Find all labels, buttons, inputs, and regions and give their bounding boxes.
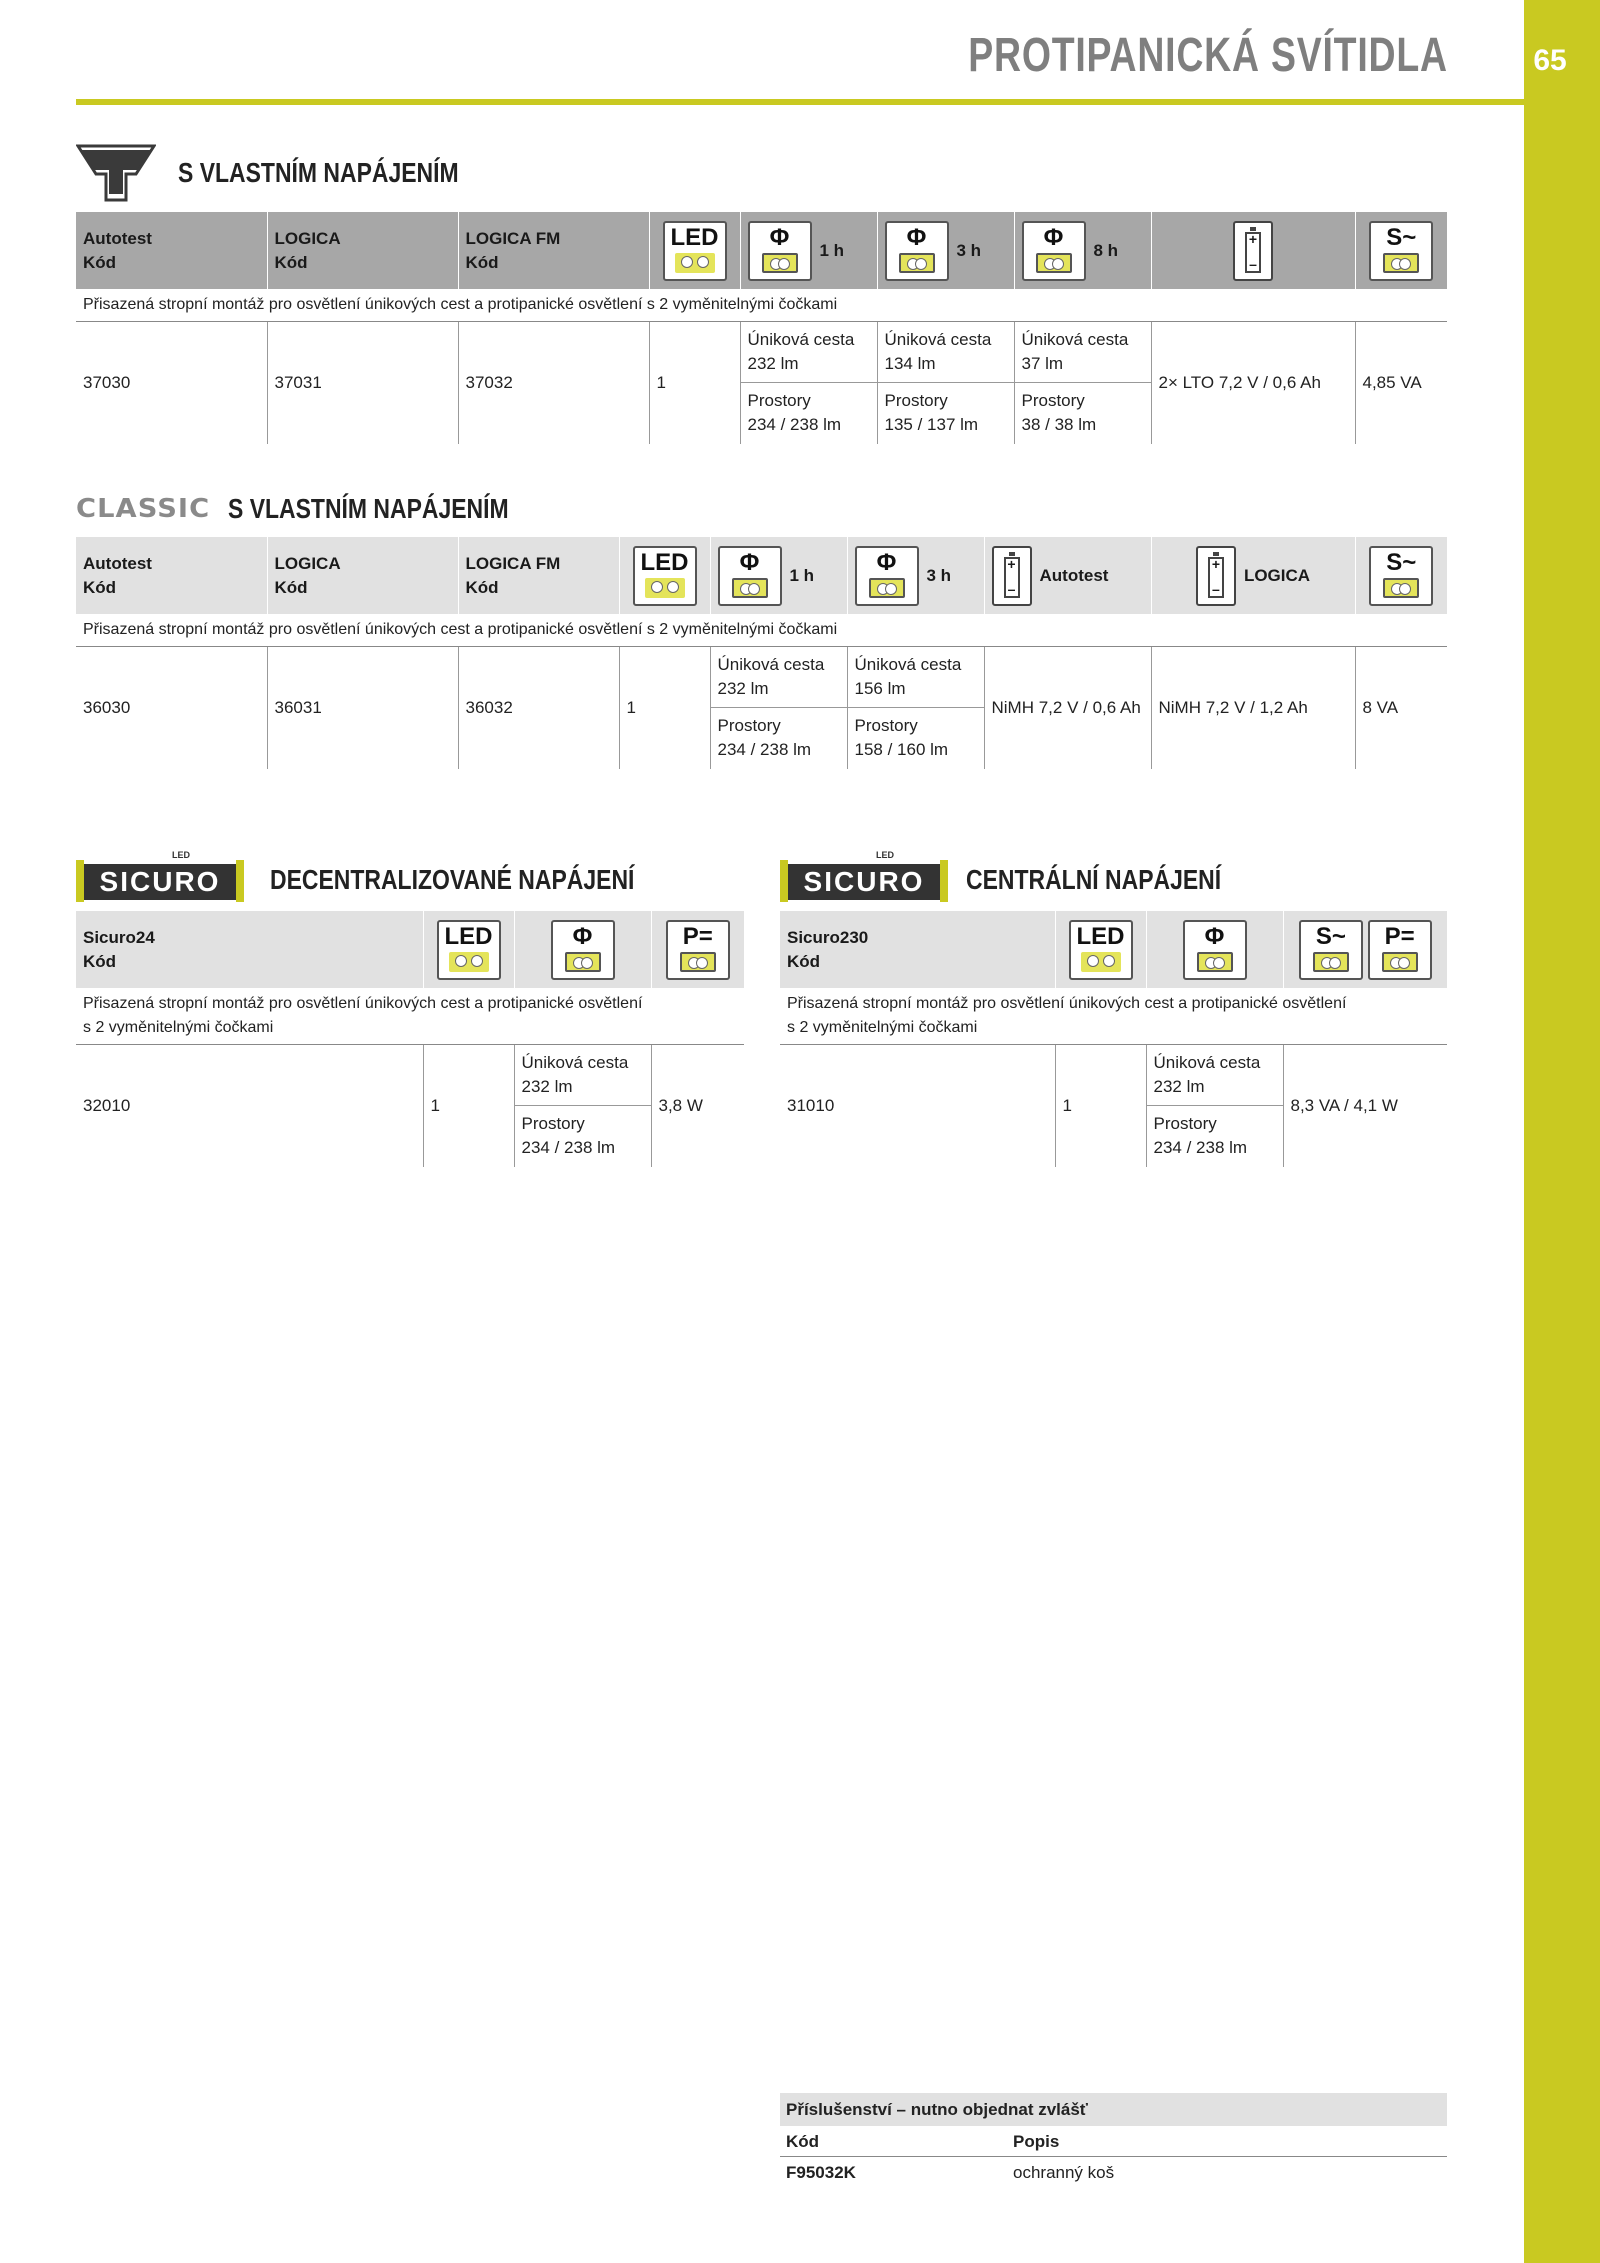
col-logica-code: LOGICA Kód: [267, 537, 458, 614]
code-sicuro24: 32010: [83, 1095, 131, 1115]
luminous-flux-icon: Φ: [885, 221, 949, 281]
code-logica-fm: 37032: [458, 322, 649, 444]
luminous-flux-icon: Φ: [748, 221, 812, 281]
flux-8h-area: Prostory 38 / 38 lm: [1014, 383, 1151, 444]
section2-table: [76, 537, 1447, 769]
luminous-flux-icon: Φ: [551, 920, 615, 980]
col-flux: [514, 911, 651, 988]
section3-description-row: [76, 988, 744, 1045]
flux-route: Úniková cesta 232 lm: [1146, 1045, 1283, 1106]
t-shape-logo-icon: [76, 144, 156, 202]
flux-area: Prostory 234 / 238 lm: [514, 1106, 651, 1167]
flux-1h-route: Úniková cesta 232 lm: [710, 647, 847, 708]
flux-1h-route: Úniková cesta 232 lm: [740, 322, 877, 383]
accessories-col-code: Kód: [786, 2132, 820, 2151]
code-sicuro230: 31010: [787, 1095, 835, 1115]
col-autotest-code: Autotest Kód: [76, 212, 267, 289]
section4-header-row: [780, 911, 1447, 988]
battery-icon: [992, 546, 1032, 606]
battery-icon: [1196, 546, 1236, 606]
power-dc-icon: P=: [666, 920, 730, 980]
section2-header-row: [76, 537, 1447, 614]
section2-description-row: [76, 614, 1447, 647]
col-battery-logica: + – LOGICA: [1151, 537, 1355, 614]
section3-header-row: [76, 911, 744, 988]
code-logica: 36031: [267, 647, 458, 769]
luminous-flux-icon: Φ: [855, 546, 919, 606]
col-logica-fm-code: LOGICA FM Kód: [458, 537, 619, 614]
section4-description: Přisazená stropní montáž pro osvětlení únikových cest a protipanické osvětlení s 2 vyměnitelnými čočkami: [780, 988, 1447, 1045]
table-row: [76, 322, 1447, 383]
section1-description: Přisazená stropní montáž pro osvětlení únikových cest a protipanické osvětlení s 2 vyměnitelnými čočkami: [76, 289, 1447, 322]
col-1h: Φ 1 h: [740, 212, 877, 289]
flux-8h-route: Úniková cesta 37 lm: [1014, 322, 1151, 383]
luminous-flux-icon: Φ: [1183, 920, 1247, 980]
accessories-header-row: [780, 2126, 1447, 2157]
page-title: PROTIPANICKÁ SVÍTIDLA: [968, 29, 1448, 82]
table-row: [780, 1045, 1447, 1106]
section4-title: CENTRÁLNÍ NAPÁJENÍ: [966, 864, 1222, 895]
flux-3h-area: Prostory 158 / 160 lm: [847, 708, 984, 769]
col-led: [1055, 911, 1146, 988]
flux-3h-route: Úniková cesta 156 lm: [847, 647, 984, 708]
section1-table: [76, 212, 1447, 444]
section3-table: [76, 911, 744, 1167]
col-power: [651, 911, 744, 988]
col-sicuro24-code: Sicuro24 Kód: [76, 911, 423, 988]
led-count: 1: [649, 322, 740, 444]
battery-icon: [1233, 221, 1273, 281]
accessories-title: Příslušenství – nutno objednat zvlášť: [780, 2093, 1447, 2126]
power-spec: 3,8 W: [651, 1045, 744, 1167]
accessory-code: F95032K: [786, 2163, 856, 2182]
power-dc-icon: P=: [1368, 920, 1432, 980]
power-spec: 4,85 VA: [1355, 322, 1447, 444]
section2-description: Přisazená stropní montáž pro osvětlení únikových cest a protipanické osvětlení s 2 vyměnitelnými čočkami: [76, 614, 1447, 647]
led-icon: LED: [437, 920, 501, 980]
battery-spec: 2× LTO 7,2 V / 0,6 Ah: [1151, 322, 1355, 444]
accessories-col-desc: Popis: [1013, 2132, 1060, 2151]
battery-logica-spec: NiMH 7,2 V / 1,2 Ah: [1151, 647, 1355, 769]
section4-heading: [780, 850, 1277, 904]
table-row: [780, 2157, 1447, 2188]
col-power: [1355, 537, 1447, 614]
led-count: 1: [423, 1045, 514, 1167]
title-rule: [76, 99, 1524, 105]
code-logica-fm: 36032: [458, 647, 619, 769]
section1-description-row: [76, 289, 1447, 322]
luminous-flux-icon: Φ: [1022, 221, 1086, 281]
classic-logo: CLASSIC: [76, 494, 211, 524]
section1-header-row: [76, 212, 1447, 289]
col-battery: [1151, 212, 1355, 289]
power-ac-icon: S~: [1369, 221, 1433, 281]
power-spec: 8,3 VA / 4,1 W: [1283, 1045, 1447, 1167]
flux-1h-area: Prostory 234 / 238 lm: [710, 708, 847, 769]
section3-description: Přisazená stropní montáž pro osvětlení únikových cest a protipanické osvětlení s 2 vyměnitelnými čočkami: [76, 988, 744, 1045]
col-autotest-code: Autotest Kód: [76, 537, 267, 614]
col-logica-code: LOGICA Kód: [267, 212, 458, 289]
luminous-flux-icon: Φ: [718, 546, 782, 606]
power-ac-icon: S~: [1299, 920, 1363, 980]
flux-1h-area: Prostory 234 / 238 lm: [740, 383, 877, 444]
accessory-desc: ochranný koš: [1013, 2163, 1115, 2182]
section4-table: [780, 911, 1447, 1167]
col-battery-autotest: + – Autotest: [984, 537, 1151, 614]
section3-heading: [76, 850, 714, 904]
section2-title: S VLASTNÍM NAPÁJENÍM: [227, 493, 509, 524]
side-color-bar: [1524, 0, 1600, 2263]
accessories-table: [780, 2093, 1447, 2188]
col-3h: Φ 3 h: [877, 212, 1014, 289]
col-power: [1283, 911, 1447, 988]
section3-title: DECENTRALIZOVANÉ NAPÁJENÍ: [270, 864, 635, 895]
section1-heading: [76, 144, 520, 202]
col-8h: Φ 8 h: [1014, 212, 1151, 289]
col-led: [649, 212, 740, 289]
col-1h: Φ 1 h: [710, 537, 847, 614]
led-count: 1: [1055, 1045, 1146, 1167]
sicuro-logo: SICURO LED: [780, 856, 960, 904]
power-ac-icon: S~: [1369, 546, 1433, 606]
flux-3h-area: Prostory 135 / 137 lm: [877, 383, 1014, 444]
led-icon: LED: [1069, 920, 1133, 980]
flux-route: Úniková cesta 232 lm: [514, 1045, 651, 1106]
col-led: [619, 537, 710, 614]
power-spec: 8 VA: [1355, 647, 1447, 769]
section1-title: S VLASTNÍM NAPÁJENÍM: [178, 157, 459, 188]
flux-3h-route: Úniková cesta 134 lm: [877, 322, 1014, 383]
code-autotest: 36030: [83, 697, 131, 717]
code-autotest: 37030: [83, 372, 131, 392]
table-row: [76, 1045, 744, 1106]
col-flux: [1146, 911, 1283, 988]
col-3h: Φ 3 h: [847, 537, 984, 614]
page-number: 65: [1533, 44, 1567, 77]
led-count: 1: [619, 647, 710, 769]
flux-area: Prostory 234 / 238 lm: [1146, 1106, 1283, 1167]
table-row: [76, 647, 1447, 708]
code-logica: 37031: [267, 322, 458, 444]
col-led: [423, 911, 514, 988]
col-power: [1355, 212, 1447, 289]
section4-description-row: [780, 988, 1447, 1045]
sicuro-logo: SICURO LED: [76, 856, 256, 904]
col-sicuro230-code: Sicuro230 Kód: [780, 911, 1055, 988]
led-icon: LED: [663, 221, 727, 281]
col-logica-fm-code: LOGICA FM Kód: [458, 212, 649, 289]
led-icon: LED: [633, 546, 697, 606]
battery-autotest-spec: NiMH 7,2 V / 0,6 Ah: [984, 647, 1151, 769]
section2-heading: [76, 493, 570, 525]
